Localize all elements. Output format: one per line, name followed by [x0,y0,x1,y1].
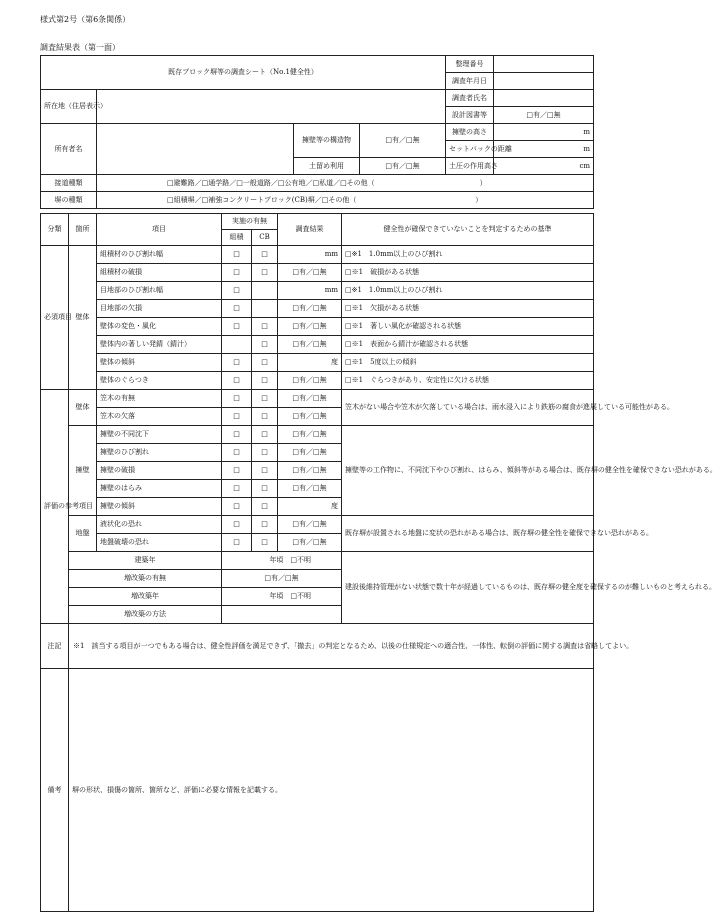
sankou-item: 擁壁のひび割れ [97,444,222,462]
sankou-cb-check[interactable]: □ [252,426,278,444]
sankou-youheki-kasho: 擁壁 [69,426,97,516]
hissu-item: 組積材の破損 [97,264,222,282]
location-label: 所在地（住居表示） [41,90,97,124]
hissu-label: 必須項目 [41,246,69,390]
hissu-criterion[interactable]: □※1 破損がある状態 [342,264,594,282]
sankou-soseki-check[interactable]: □ [222,426,252,444]
chuki-text: ※1 該当する項目が一つでもある場合は、健全性評価を満足できず、「撤去」の判定となるため、以後の仕様規定への適合性、一体性、転倒の評価に関する調査は省略してよい。 [69,624,594,669]
earth-label: 土圧の作用高さ [446,158,494,175]
sankou-jiban-note: 既存塀が設置される地盤に変状の恐れがある場合は、既存塀の健全性を確保できない恐れがある。 [342,516,594,552]
sankou-cb-check[interactable]: □ [252,444,278,462]
sankou-soseki-check[interactable]: □ [222,444,252,462]
hissu-soseki-check[interactable]: □ [222,246,252,264]
hissu-result[interactable]: □有／□無 [278,264,342,282]
sankou-item: 擁壁の不同沈下 [97,426,222,444]
location-input[interactable] [97,90,446,124]
sheet-title: 既存ブロック塀等の調査シート（No.1健全性） [41,56,446,90]
sankou-item: 擁壁の傾斜 [97,498,222,516]
chousa-name-label: 調査者氏名 [446,90,494,107]
hissu-item: 目地部のひび割れ幅 [97,282,222,300]
hissu-criterion[interactable]: □※1 表面から錆汁が確認される状態 [342,336,594,354]
sankou-cb-check[interactable]: □ [252,462,278,480]
setback-unit[interactable]: m [494,141,594,158]
chousa-name-input[interactable] [494,90,594,107]
col-kekka: 調査結果 [278,214,342,246]
height-unit[interactable]: m [494,124,594,141]
hissu-soseki-check[interactable]: □ [222,282,252,300]
sankou-item: 擁壁のはらみ [97,480,222,498]
earth-unit[interactable]: cm [494,158,594,175]
col-jisshi: 実施の有無 [222,214,278,230]
hissu-result[interactable]: □有／□無 [278,300,342,318]
hissu-soseki-check[interactable]: □ [222,300,252,318]
hissu-item: 壁体の傾斜 [97,354,222,372]
hissu-criterion[interactable]: □※1 1.0mm以上のひび割れ [342,246,594,264]
sankou-cb-check[interactable]: □ [252,516,278,534]
sankou-hekitai-kasho: 壁体 [69,390,97,426]
chuki-label: 注記 [41,624,69,669]
sekkei-checkbox[interactable]: □有／□無 [494,107,594,124]
hissu-soseki-check [222,336,252,354]
chiku-label: 増改築の方法 [69,606,222,624]
sankou-label: 評価の参考項目 [41,390,69,624]
chiku-label: 増改築年 [69,588,222,606]
hissu-result[interactable]: mm [278,246,342,264]
hissu-cb-check [252,282,278,300]
chiku-label: 増改築の有無 [69,570,222,588]
sankou-soseki-check[interactable]: □ [222,498,252,516]
sankou-item: 液状化の恐れ [97,516,222,534]
sekkei-label: 設計図書等 [446,107,494,124]
hissu-cb-check[interactable]: □ [252,336,278,354]
sankou-result[interactable]: □有／□無 [278,480,342,498]
sankou-cb-check[interactable]: □ [252,390,278,408]
sankou-soseki-check[interactable]: □ [222,408,252,426]
form-number: 様式第2号（第6条関係） [40,15,131,24]
road-label: 接道種類 [41,175,97,192]
road-options[interactable]: □避難路／□通学路／□一般道路／□公有地／□私道／□その他（ ） [97,175,594,192]
col-soseki: 組積 [222,230,252,246]
wall-label: 塀の種類 [41,192,97,209]
hissu-criterion[interactable]: □※1 著しい風化が確認される状態 [342,318,594,336]
sankou-cb-check[interactable]: □ [252,408,278,426]
chousa-date-label: 調査年月日 [446,73,494,90]
col-kijun: 健全性が確保できていないことを判定するための基準 [342,214,594,246]
hissu-cb-check[interactable]: □ [252,264,278,282]
owner-label: 所有者名 [41,124,97,175]
hissu-cb-check[interactable]: □ [252,246,278,264]
check-table [40,213,717,912]
hissu-criterion[interactable]: □※1 欠損がある状態 [342,300,594,318]
sankou-soseki-check[interactable]: □ [222,534,252,552]
bikou-label: 備考 [41,669,69,912]
chiku-label: 建築年 [69,552,222,570]
sankou-cb-check[interactable]: □ [252,498,278,516]
top-info-table [40,55,594,209]
col-cb: CB [252,230,278,246]
hissu-criterion[interactable]: □※1 ぐらつきがあり、安定性に欠ける状態 [342,372,594,390]
sankou-soseki-check[interactable]: □ [222,462,252,480]
seiri-label: 整理番号 [446,56,494,73]
sankou-result[interactable]: 度 [278,498,342,516]
hissu-cb-check [252,300,278,318]
hissu-kasho: 壁体 [69,246,97,390]
sankou-item: 地盤破壊の恐れ [97,534,222,552]
hissu-soseki-check[interactable]: □ [222,318,252,336]
hissu-result[interactable]: 度 [278,354,342,372]
sankou-result[interactable]: □有／□無 [278,534,342,552]
hissu-item: 壁体の変色・風化 [97,318,222,336]
sankou-item: 擁壁の破損 [97,462,222,480]
sankou-result[interactable]: □有／□無 [278,390,342,408]
chiku-value[interactable] [222,606,342,624]
sankou-hekitai-note: 笠木がない場合や笠木が欠落している場合は、雨水浸入により鉄筋の腐食が進展している可能性がある。 [342,390,594,426]
hissu-result[interactable]: mm [278,282,342,300]
sankou-item: 笠木の有無 [97,390,222,408]
sankou-cb-check[interactable]: □ [252,480,278,498]
setback-label: セットバックの距離 [446,141,494,158]
hissu-item: 壁体内の著しい発錆（錆汁） [97,336,222,354]
hissu-result[interactable]: □有／□無 [278,336,342,354]
sankou-item: 笠木の欠落 [97,408,222,426]
hissu-criterion[interactable]: □※1 1.0mm以上のひび割れ [342,282,594,300]
dome-checkbox[interactable]: □有／□無 [360,158,446,175]
sankou-result[interactable]: □有／□無 [278,462,342,480]
owner-input[interactable] [97,124,294,175]
sankou-soseki-check[interactable]: □ [222,390,252,408]
sankou-jiban-kasho: 地盤 [69,516,97,552]
hissu-soseki-check[interactable]: □ [222,354,252,372]
seiri-input[interactable] [494,56,594,73]
form-subtitle: 調査結果表（第一面） [40,43,120,52]
chiku-value[interactable]: 年頃 □不明 [222,552,342,570]
sankou-result[interactable]: □有／□無 [278,408,342,426]
hissu-cb-check[interactable]: □ [252,318,278,336]
hissu-item: 壁体のぐらつき [97,372,222,390]
chiku-note: 建設後維持管理がない状態で数十年が経過しているものは、既存塀の健全度を確保するのが難しいものと考えられる。 [342,552,594,624]
sankou-cb-check[interactable]: □ [252,534,278,552]
sankou-soseki-check[interactable]: □ [222,516,252,534]
sankou-result[interactable]: □有／□無 [278,444,342,462]
hissu-item: 組積材のひび割れ幅 [97,246,222,264]
hissu-item: 目地部の欠損 [97,300,222,318]
youheki-label: 擁壁等の構造物 [294,124,360,158]
sankou-soseki-check[interactable]: □ [222,480,252,498]
hissu-cb-check[interactable]: □ [252,372,278,390]
hissu-result[interactable]: □有／□無 [278,372,342,390]
height-label: 擁壁の高さ [446,124,494,141]
sankou-result[interactable]: □有／□無 [278,426,342,444]
col-kasho: 箇所 [69,214,97,246]
wall-options[interactable]: □組積塀／□補強コンクリートブロック(CB)塀／□その他（ ） [97,192,594,209]
chiku-value[interactable]: 年頃 □不明 [222,588,342,606]
hissu-result[interactable]: □有／□無 [278,318,342,336]
col-koumoku: 項目 [97,214,222,246]
chousa-date-input[interactable] [494,73,594,90]
bikou-text[interactable]: 塀の形状、損傷の箇所、箇所など、評価に必要な情報を記載する。 [69,669,594,912]
sankou-result[interactable]: □有／□無 [278,516,342,534]
col-bunrui: 分類 [41,214,69,246]
sankou-youheki-note: 擁壁等の工作物に、不同沈下やひび割れ、はらみ、傾斜等がある場合は、既存塀の健全性を確保できない恐れがある。 [342,426,594,516]
dome-label: 土留め利用 [294,158,360,175]
hissu-soseki-check[interactable]: □ [222,372,252,390]
hissu-cb-check[interactable]: □ [252,354,278,372]
hissu-soseki-check[interactable]: □ [222,264,252,282]
hissu-criterion[interactable]: □※1 5度以上の傾斜 [342,354,594,372]
youheki-checkbox[interactable]: □有／□無 [360,124,446,158]
chiku-value[interactable]: □有／□無 [222,570,342,588]
